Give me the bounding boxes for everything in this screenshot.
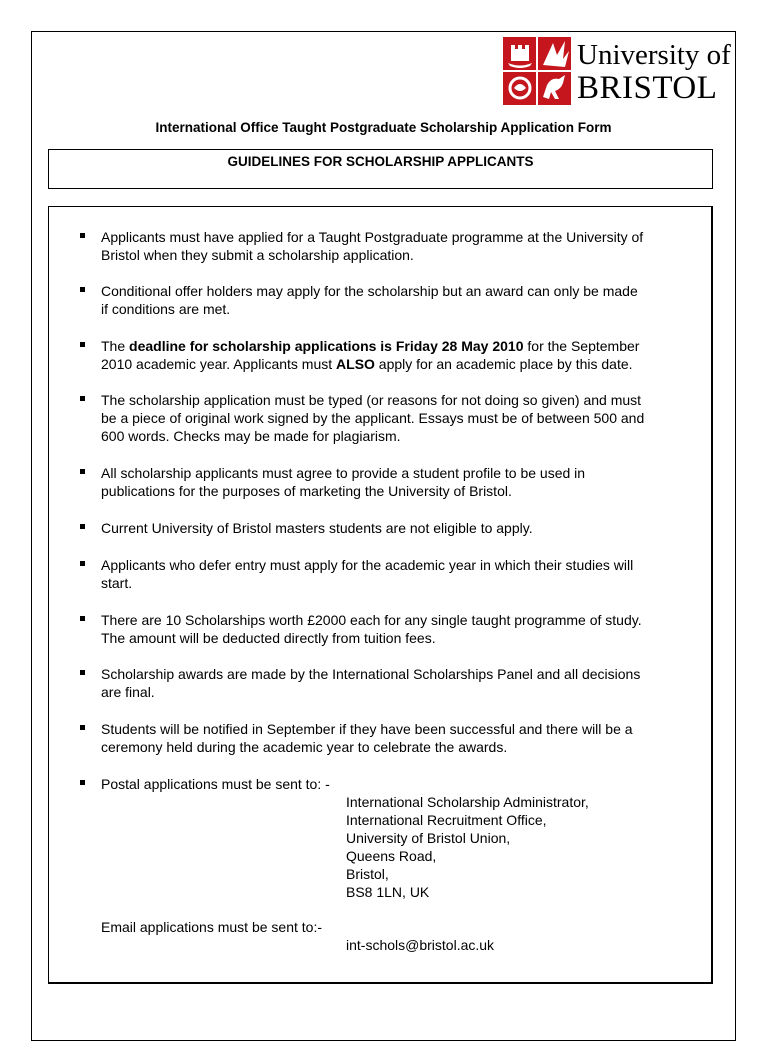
address-line: Queens Road,	[346, 848, 437, 864]
list-item-text: Postal applications must be sent to: -	[101, 776, 330, 792]
list-item-text: Students will be notified in September if they have been successful and there will be a ceremony held during the academic year to celebrate the awards.	[101, 721, 633, 755]
logo-university-of: University of	[577, 39, 731, 71]
bullet-icon	[80, 469, 85, 474]
bullet-icon	[80, 287, 85, 292]
list-item-text: Conditional offer holders may apply for the scholarship but an award can only be made if conditions are met.	[101, 283, 638, 317]
deadline-bold: deadline for scholarship applications is Friday 28 May 2010	[129, 338, 524, 354]
list-item-text	[101, 337, 713, 373]
email-address: int-schols@bristol.ac.uk	[346, 937, 495, 953]
logo-bristol: BRISTOL	[577, 70, 718, 106]
guidelines-heading-box	[48, 149, 713, 189]
bullet-icon	[80, 561, 85, 566]
university-logo	[503, 36, 729, 106]
bullet-icon	[80, 233, 85, 238]
deadline-pre: The	[101, 338, 130, 354]
guidelines-heading: GUIDELINES FOR SCHOLARSHIP APPLICANTS	[227, 154, 534, 169]
address-line: International Recruitment Office,	[346, 812, 547, 828]
deadline-mid: for the September 2010 academic year. Applicants must	[101, 338, 640, 372]
list-item-text: There are 10 Scholarships worth £2000 each for any single taught programme of study. The amount will be deducted directly from tuition fees.	[101, 612, 642, 646]
guidelines-content-box	[48, 206, 713, 984]
list-item-text: Applicants who defer entry must apply for the academic year in which their studies will start.	[101, 557, 634, 591]
address-line: International Scholarship Administrator,	[346, 794, 589, 810]
list-item-text: Current University of Bristol masters students are not eligible to apply.	[101, 520, 533, 536]
bristol-crest-icon	[503, 37, 571, 105]
bullet-icon	[80, 396, 85, 401]
also-bold: ALSO	[336, 356, 375, 372]
bullet-icon	[80, 524, 85, 529]
list-item-text: The scholarship application must be typed (or reasons for not doing so given) and must be a piece of original work signed by the applicant. Essays must be of between 500 and 600 words. Checks may be made for plagiarism.	[101, 392, 645, 444]
address-line: BS8 1LN, UK	[346, 884, 430, 900]
bullet-icon	[80, 342, 85, 347]
list-item-text: Scholarship awards are made by the International Scholarships Panel and all decisions are final.	[101, 666, 641, 700]
address-line: Bristol,	[346, 866, 389, 882]
bullet-icon	[80, 670, 85, 675]
list-item-text: Applicants must have applied for a Taught Postgraduate programme at the University of Bristol when they submit a scholarship application.	[101, 229, 644, 263]
deadline-post: apply for an academic place by this date.	[374, 356, 633, 372]
bullet-icon	[80, 780, 85, 785]
form-title: International Office Taught Postgraduate Scholarship Application Form	[155, 120, 612, 135]
bullet-icon	[80, 616, 85, 621]
bullet-icon	[80, 725, 85, 730]
address-line: University of Bristol Union,	[346, 830, 511, 846]
list-item-text: All scholarship applicants must agree to provide a student profile to be used in publications for the purposes of marketing the University of Bristol.	[101, 465, 586, 499]
email-label: Email applications must be sent to:-	[101, 919, 322, 935]
